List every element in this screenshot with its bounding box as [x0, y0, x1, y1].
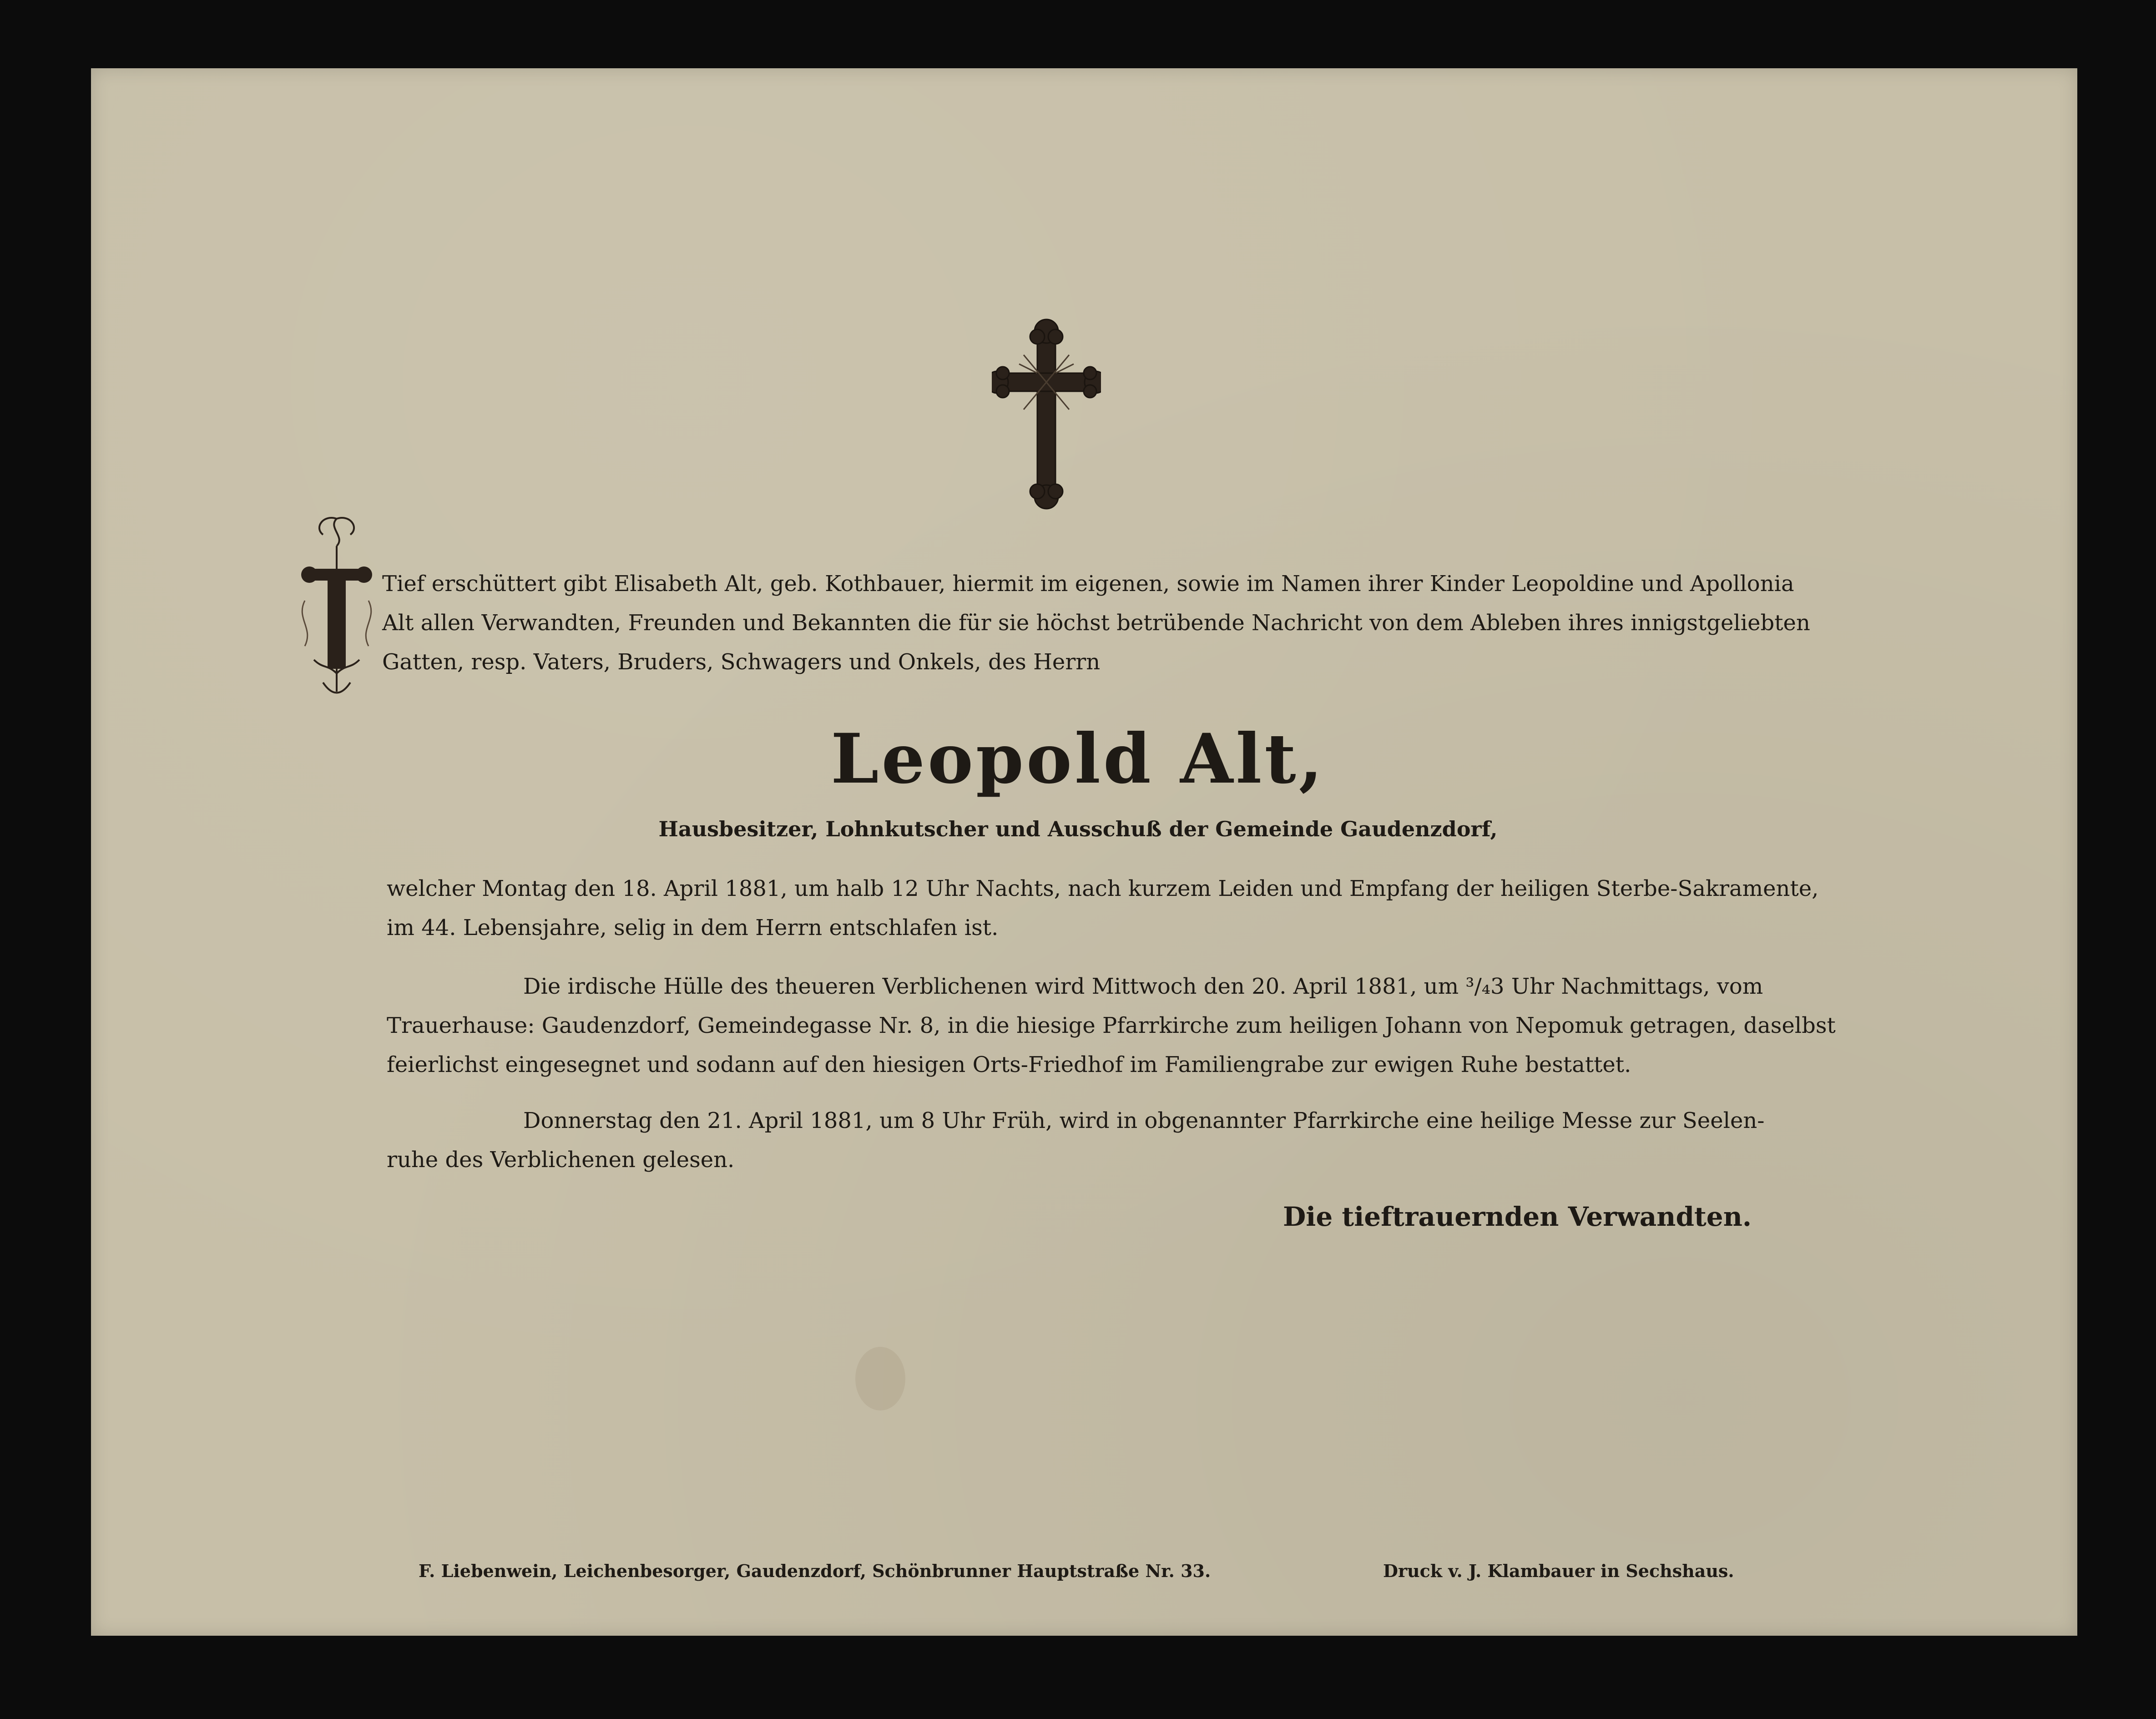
funeral-paragraph: [387, 967, 1836, 1084]
deceased-name: Leopold Alt,: [831, 719, 1325, 799]
death-line: welcher Montag den 18. April 1881, um halb 12 Uhr Nachts, nach kurzem Leiden und Empfang der heiligen Sterbe-Sakramente,: [387, 876, 1819, 901]
intro-line: Alt allen Verwandten, Freunden und Bekannten die für sie höchst betrübende Nachricht von dem Ableben ihres innigstgeliebten: [382, 610, 1810, 636]
funeral-line: feierlichst eingesegnet und sodann auf den hiesigen Orts-Friedhof im Familiengrabe zur ewigen Ruhe bestattet.: [387, 1052, 1631, 1077]
intro-line: Tief erschüttert gibt Elisabeth Alt, geb. Kothbauer, hiermit im eigenen, sowie im Namen ihrer Kinder Leopoldine und Apollonia: [382, 571, 1794, 597]
signature: Die tieftrauernden Verwandten.: [1283, 1201, 1752, 1232]
intro-line: Gatten, resp. Vaters, Bruders, Schwagers und Onkels, des Herrn: [382, 649, 1101, 675]
printer-credit: Druck v. J. Klambauer in Sechshaus.: [1383, 1561, 1734, 1581]
death-paragraph: [387, 869, 1819, 947]
intro-paragraph: [382, 564, 1810, 682]
funeral-line: [387, 967, 1763, 1006]
death-line: im 44. Lebensjahre, selig in dem Herrn entschlafen ist.: [387, 915, 999, 940]
undertaker-credit: F. Liebenwein, Leichenbesorger, Gaudenzdorf, Schönbrunner Hauptstraße Nr. 33.: [419, 1561, 1211, 1581]
mass-paragraph: [387, 1101, 1765, 1179]
deceased-profession: Hausbesitzer, Lohnkutscher und Ausschuß der Gemeinde Gaudenzdorf,: [658, 817, 1498, 841]
funeral-line-text: Die irdische Hülle des theueren Verblichenen wird Mittwoch den 20. April 1881, um ³/₄3 Uhr Nachmittags, vom: [523, 974, 1763, 999]
cross-icon: [992, 319, 1101, 510]
mass-line: ruhe des Verblichenen gelesen.: [387, 1147, 735, 1173]
mass-line-text: Donnerstag den 21. April 1881, um 8 Uhr Früh, wird in obgenannter Pfarrkirche eine heilige Messe zur Seelen-: [523, 1108, 1765, 1133]
funeral-line: Trauerhause: Gaudenzdorf, Gemeindegasse Nr. 8, in die hiesige Pfarrkirche zum heiligen Johann von Nepomuk getragen, daselbst: [387, 1013, 1836, 1038]
paper-stain: [855, 1347, 905, 1411]
paper-sheet: [91, 68, 2077, 1636]
mass-line: [387, 1101, 1765, 1140]
ornamental-initial-t: [296, 510, 378, 701]
